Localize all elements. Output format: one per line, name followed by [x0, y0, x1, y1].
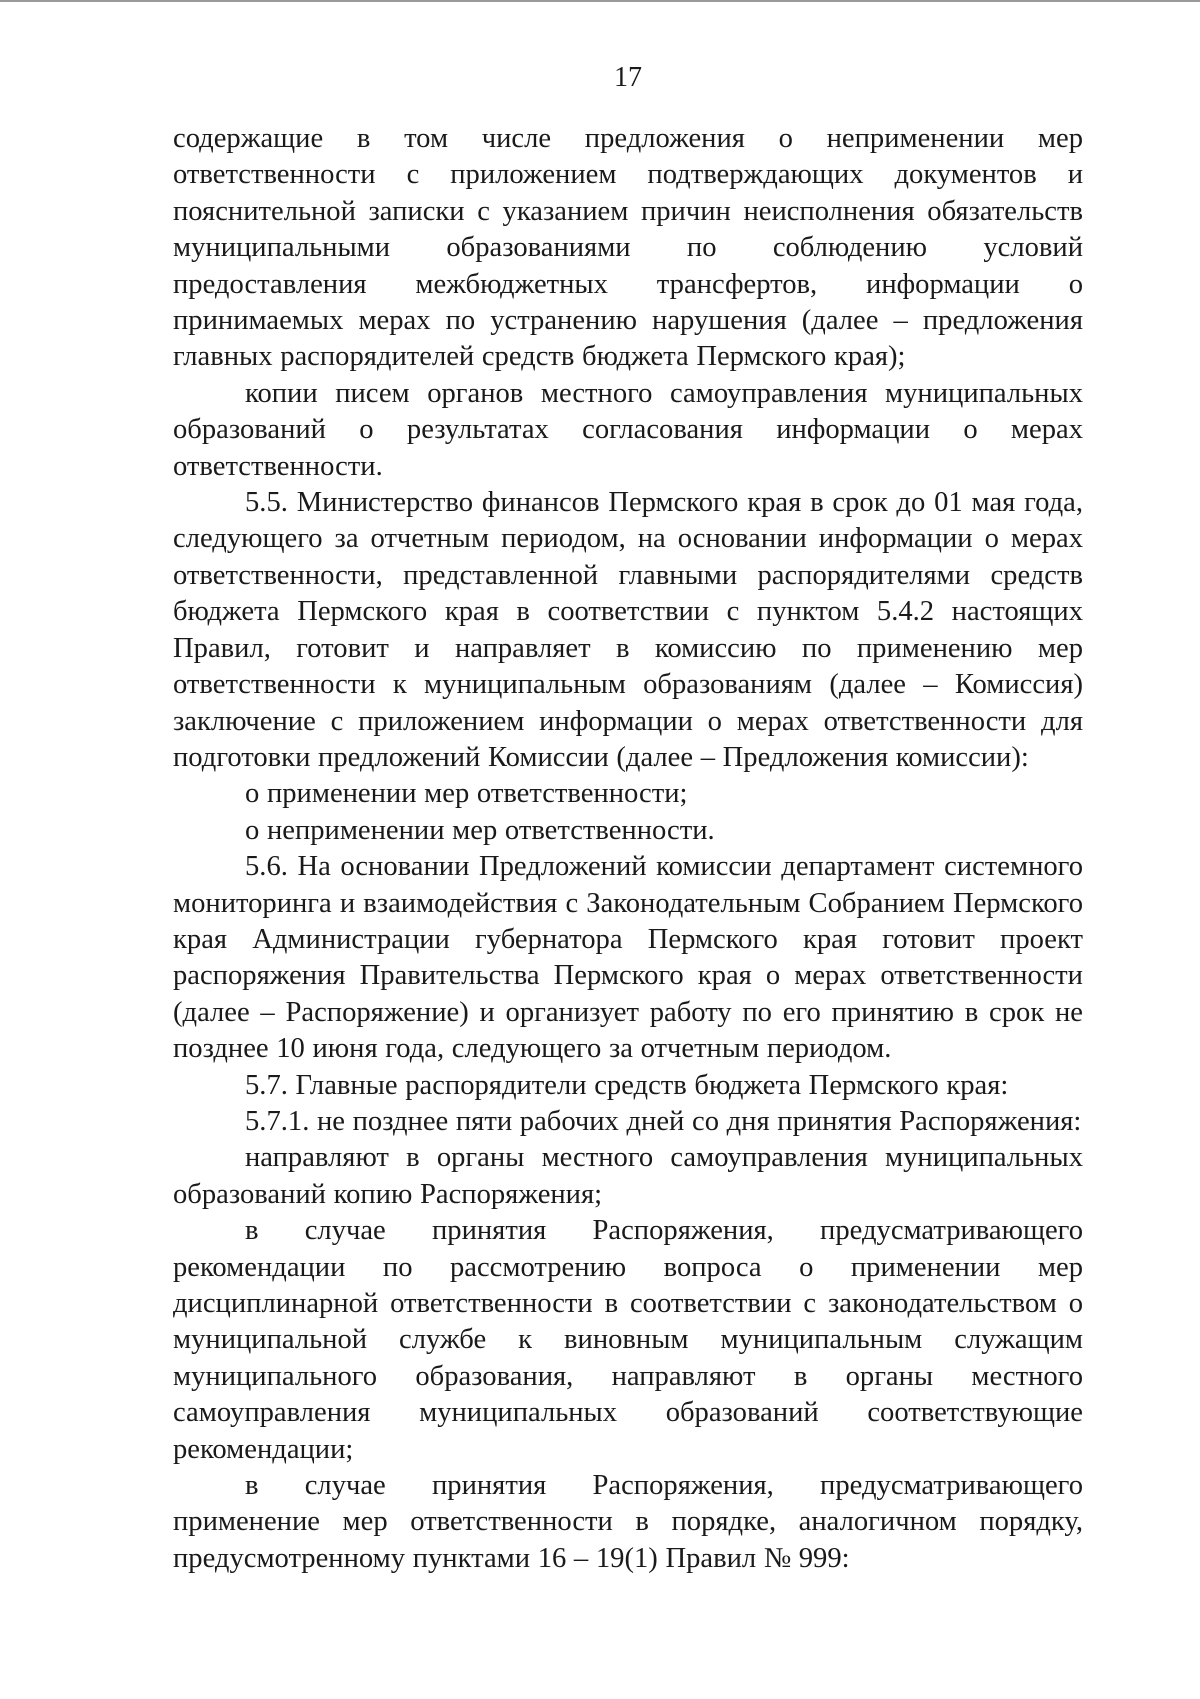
paragraph-disciplinary-recommendations: в случае принятия Распоряжения, предусматривающего рекомендации по рассмотрению вопроса о применении мер дисциплинарной ответственности в соответствии с законодательством о муниципальной службе к виновным муниципальным служащим муниципального образования, направляют в органы местного самоуправления муниципальных образований соответствующие рекомендации; — [173, 1215, 1083, 1465]
paragraph-5-5: 5.5. Министерство финансов Пермского края в срок до 01 мая года, следующего за отчетным периодом, на основании информации о мерах ответственности, представленной главными распорядителями средств бюджета Пермского края в соответствии с пунктом 5.4.2 настоящих Правил, готовит и направляет в комиссию по применению мер ответственности к муниципальным образованиям (далее – Комиссия) заключение с приложением информации о мерах ответственности для подготовки предложений Комиссии (далее – Предложения комиссии): — [173, 487, 1083, 773]
paragraph-5-7: 5.7. Главные распорядители средств бюджета Пермского края: — [245, 1069, 1009, 1101]
document-body — [173, 121, 1083, 1577]
page-number: 17 — [614, 62, 642, 93]
paragraph-letter-copies: копии писем органов местного самоуправления муниципальных образований о результатах согласования информации о мерах ответственности. — [173, 377, 1083, 482]
paragraph-5-6: 5.6. На основании Предложений комиссии департамент системного мониторинга и взаимодействия с Законодательным Собранием Пермского края Администрации губернатора Пермского края готовит проект распоряжения Правительства Пермского края о мерах ответственности (далее – Распоряжение) и организует работу по его принятию в срок не позднее 10 июня года, следующего за отчетным периодом. — [173, 851, 1083, 1065]
paragraph-send-copy: направляют в органы местного самоуправления муниципальных образований копию Распоряжения; — [173, 1142, 1083, 1210]
paragraph-5-7-1: 5.7.1. не позднее пяти рабочих дней со дня принятия Распоряжения: — [245, 1105, 1082, 1137]
paragraph-continuation: содержащие в том числе предложения о неприменении мер ответственности с приложением подтверждающих документов и пояснительной записки с указанием причин неисполнения обязательств муниципальными образованиями по соблюдению условий предоставления межбюджетных трансфертов, информации о принимаемых мерах по устранению нарушения (далее – предложения главных распорядителей средств бюджета Пермского края); — [173, 123, 1083, 373]
paragraph-rules-999: в случае принятия Распоряжения, предусматривающего применение мер ответственности в порядке, аналогичном порядку, предусмотренному пунктами 16 – 19(1) Правил № 999: — [173, 1470, 1083, 1574]
paragraph-apply-measures: о применении мер ответственности; — [245, 778, 688, 810]
paragraph-not-apply-measures: о неприменении мер ответственности. — [245, 814, 715, 846]
page-top-edge — [0, 0, 1200, 2]
